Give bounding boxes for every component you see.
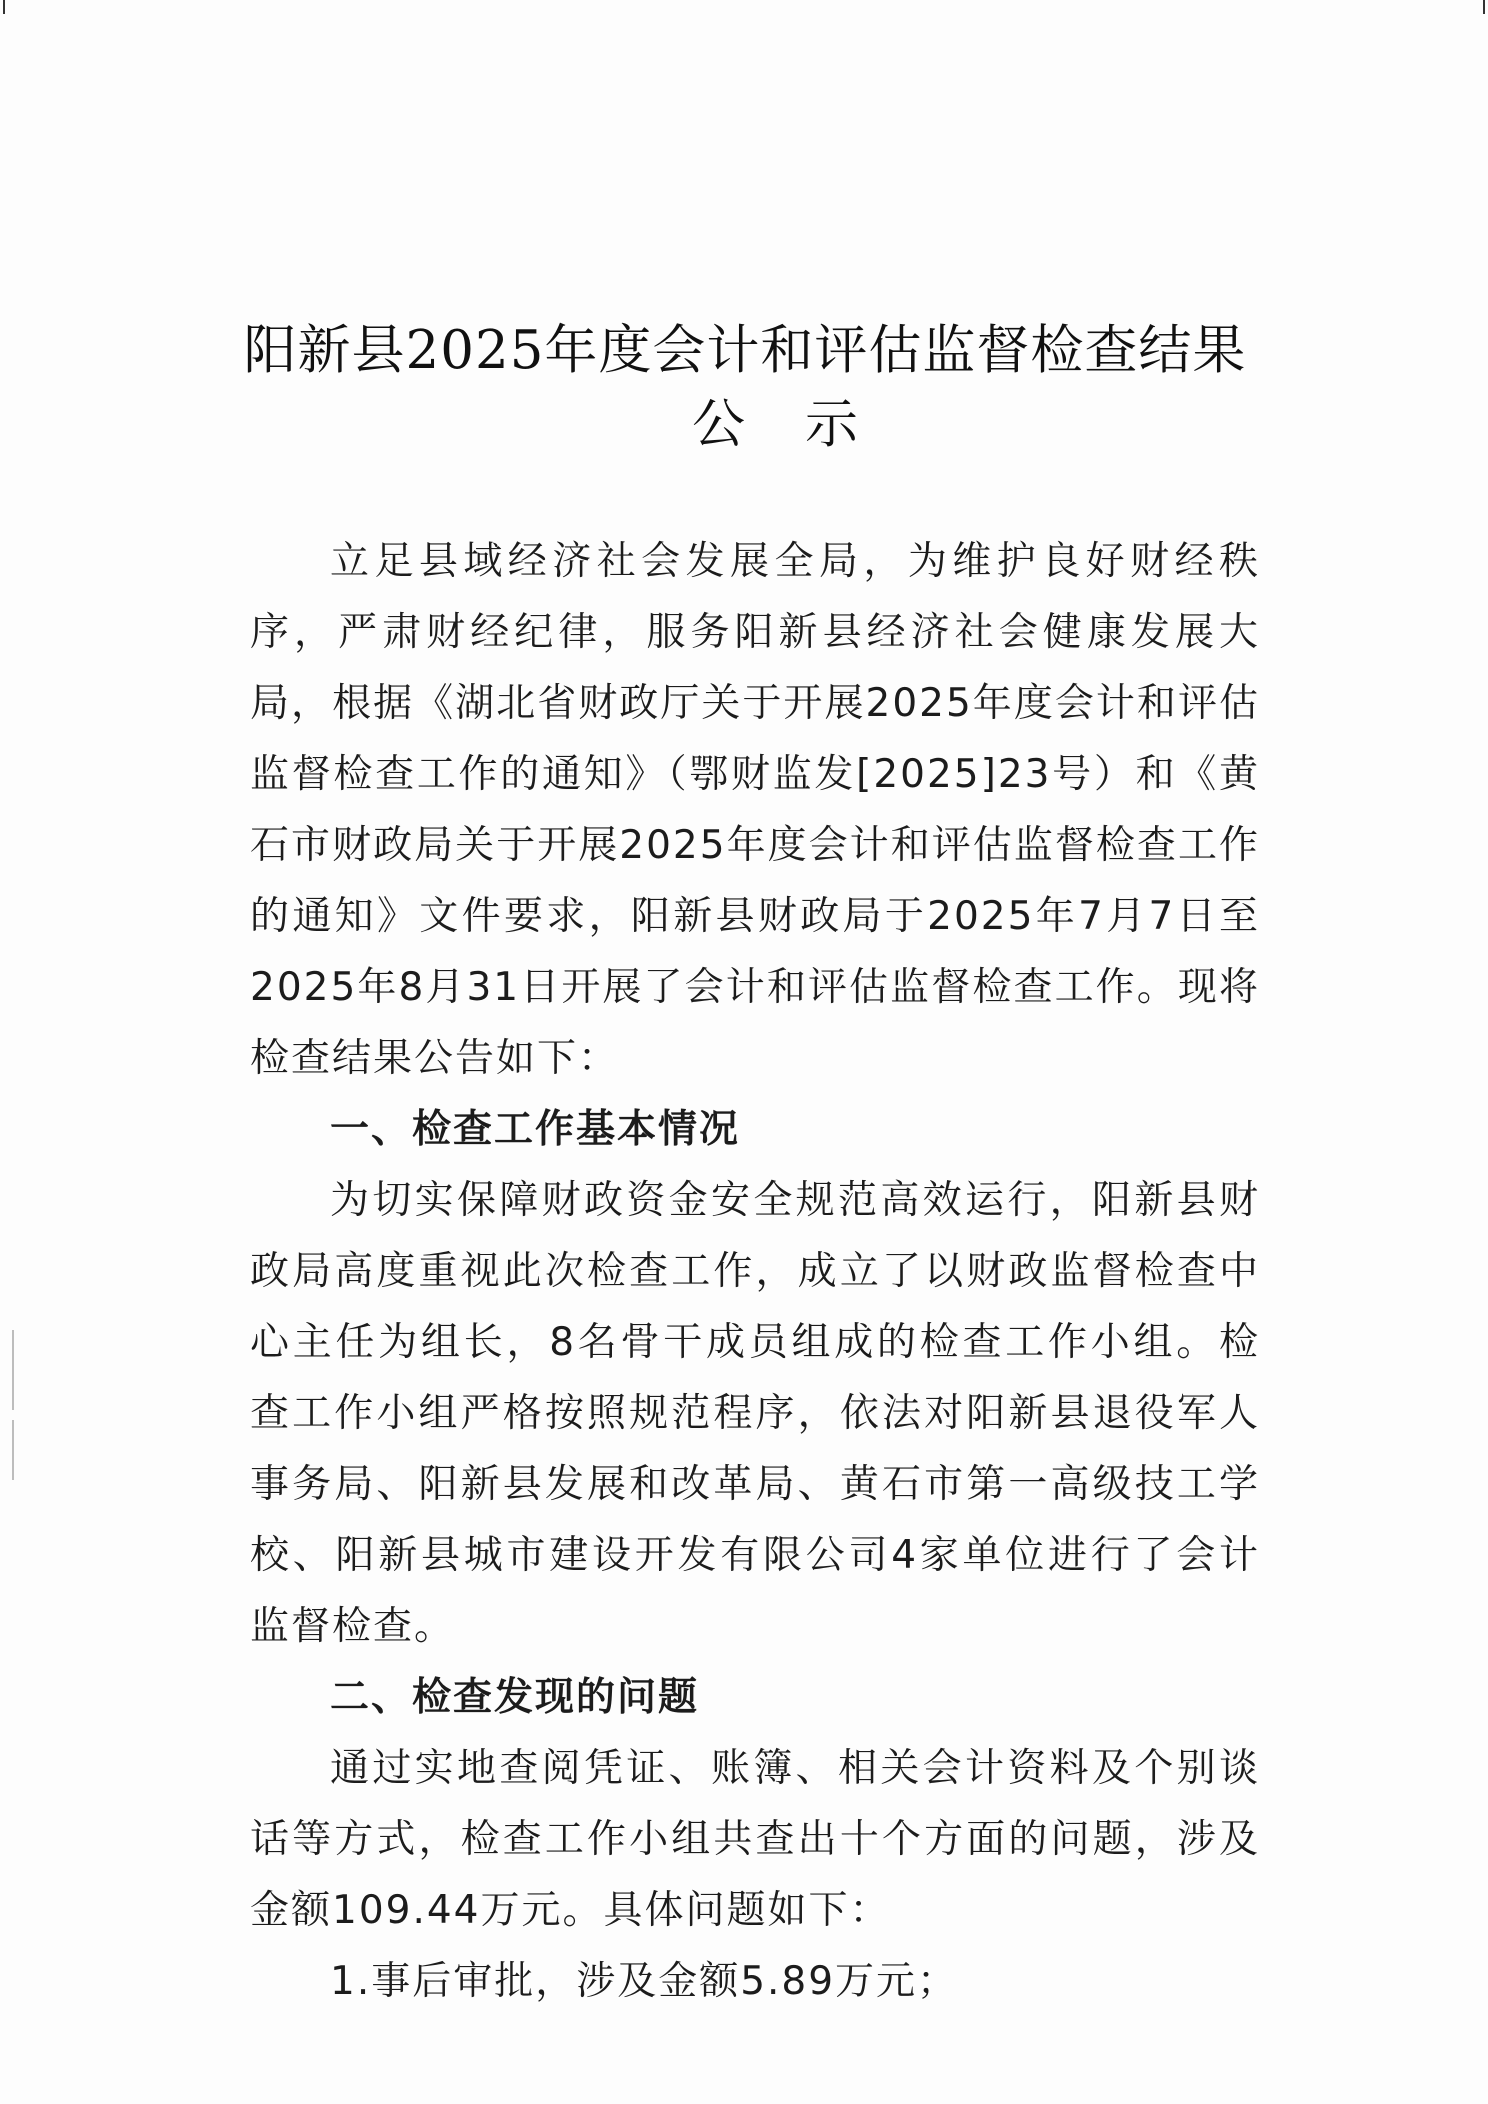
intro-paragraph: 立足县域经济社会发展全局，为维护良好财经秩序，严肃财经纪律，服务阳新县经济社会健康发展大局，根据《湖北省财政厅关于开展2025年度会计和评估监督检查工作的通知》（鄂财监发[2025]23号）和《黄石市财政局关于开展2025年度会计和评估监督检查工作的通知》文件要求，阳新县财政局于2025年7月7日至2025年8月31日开展了会计和评估监督检查工作。现将检查结果公告如下：	[250, 539, 1260, 1081]
document-title-line2: 公示	[692, 394, 918, 455]
scan-corner-mark-left	[3, 0, 5, 14]
section1-paragraph: 为切实保障财政资金安全规范高效运行，阳新县财政局高度重视此次检查工作，成立了以财政监督检查中心主任为组长，8名骨干成员组成的检查工作小组。检查工作小组严格按照规范程序，依法对阳新县退役军人事务局、阳新县发展和改革局、黄石市第一高级技工学校、阳新县城市建设开发有限公司4家单位进行了会计监督检查。	[250, 1178, 1260, 1649]
section2-paragraph: 通过实地查阅凭证、账簿、相关会计资料及个别谈话等方式，检查工作小组共查出十个方面的问题，涉及金额109.44万元。具体问题如下：	[250, 1746, 1260, 1933]
section-heading-2: 二、检查发现的问题	[330, 1675, 700, 1720]
scan-corner-mark-right	[1483, 0, 1485, 14]
problem-item-1: 1.事后审批，涉及金额5.89万元；	[330, 1959, 959, 2004]
scan-margin-mark	[12, 1420, 14, 1480]
document-body	[250, 526, 1260, 2017]
document-title-line1: 阳新县2025年度会计和评估监督检查结果	[243, 320, 1247, 381]
section-heading-1: 一、检查工作基本情况	[330, 1107, 741, 1152]
scan-margin-mark	[12, 1330, 14, 1410]
